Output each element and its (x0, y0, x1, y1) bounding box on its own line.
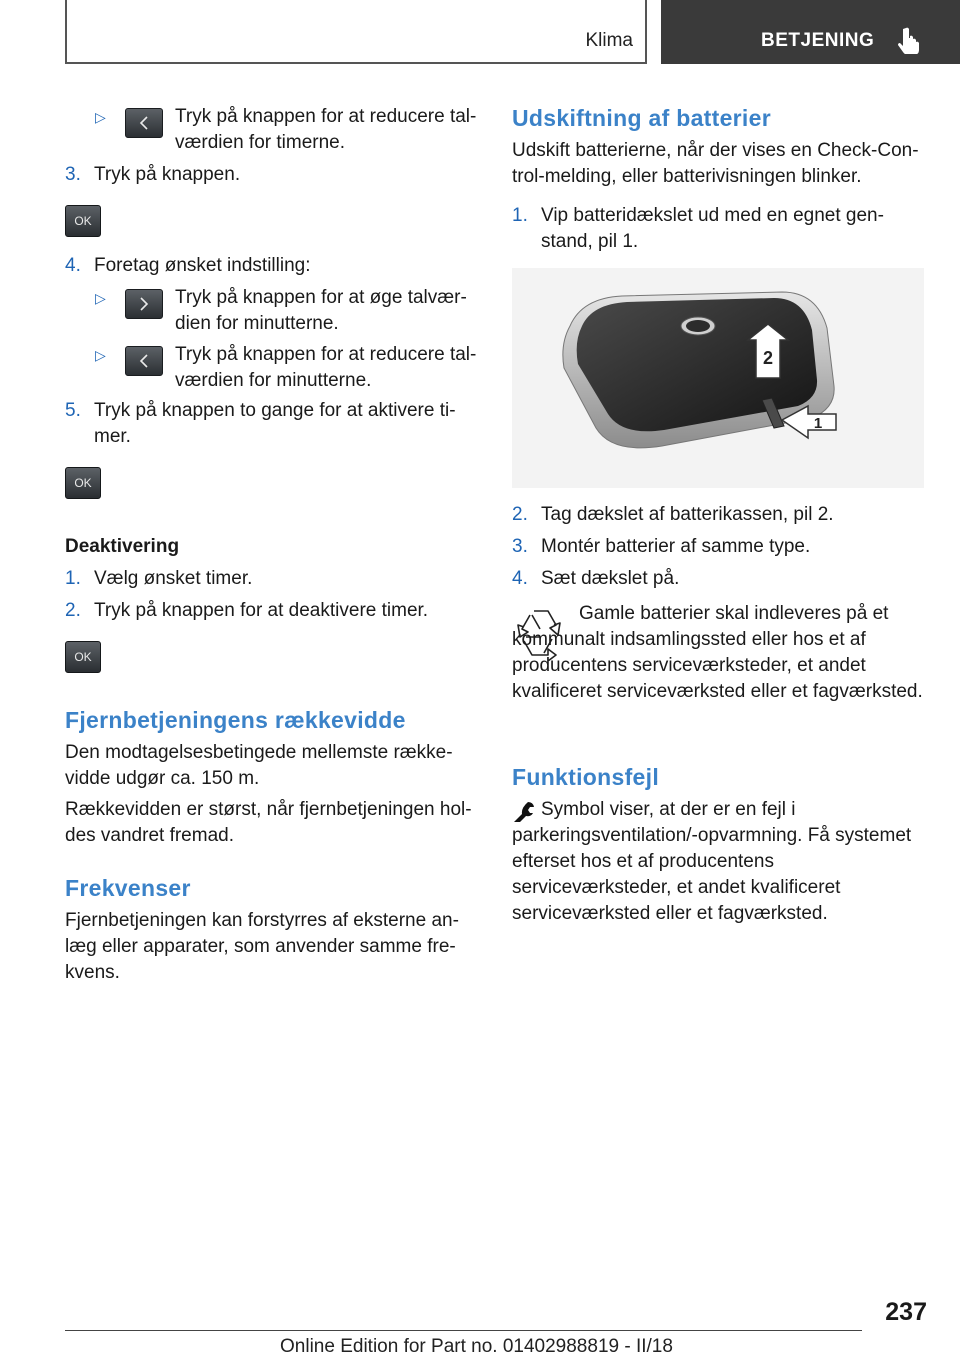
ok-button-icon: OK (65, 641, 101, 673)
arrow-right-button-icon (125, 289, 163, 319)
sub-item-reduce-hours (95, 104, 480, 156)
step-text: Vælg ønsket timer. (94, 568, 253, 589)
recycle-note: Gamle batterier skal indleveres på et kommunalt indsamlingssted eller hos et af producentens serviceværksteder, et andet kvalificeret serviceværksted eller et fagværksted. (512, 603, 923, 702)
battery-intro: Udskift batterierne, når der vises en Check-Control-melding, eller batterivisningen blinker. (512, 140, 919, 187)
bullet-triangle: ▷ (95, 290, 106, 306)
header-chapter-title: Klima (585, 30, 633, 51)
step-number: 4. (65, 255, 81, 276)
step-number: 1. (65, 568, 81, 589)
sub-item-text: Tryk på knappen for at øge talværdien for minutterne. (175, 287, 467, 334)
step-text: Vip batteridækslet ud med en egnet genstand, pil 1. (541, 205, 884, 252)
step-number: 2. (65, 600, 81, 621)
bullet-triangle: ▷ (95, 347, 106, 363)
step-text: Tag dækslet af batterikassen, pil 2. (541, 504, 834, 525)
step-text: Tryk på knappen for at deaktivere timer. (94, 600, 429, 621)
page-number: 237 (885, 1298, 927, 1326)
hand-pointer-icon (897, 26, 923, 54)
step-number: 2. (512, 504, 528, 525)
step-number: 3. (65, 164, 81, 185)
fault-heading: Funktionsfejl (512, 764, 660, 790)
sub-item-increase-minutes (95, 285, 480, 337)
step-text: Tryk på knappen. (94, 164, 241, 185)
car-key-battery-figure (512, 268, 924, 488)
arrow-2-label: 2 (762, 348, 774, 368)
step-text: Tryk på knappen to gange for at aktivere timer. (94, 400, 456, 447)
sub-item-text: Tryk på knappen for at reducere talværdien for minutterne. (175, 344, 477, 391)
deactivation-heading: Deaktivering (65, 536, 180, 557)
arrow-left-button-icon (125, 108, 163, 138)
header-chapter-box (65, 0, 647, 64)
sub-item-reduce-minutes (95, 342, 480, 394)
frequency-heading: Frekvenser (65, 875, 191, 901)
fault-paragraph: Symbol viser, at der er en fejl i parkeringsventilation/-opvarmning. Få systemet efterset hos et af producentens serviceværksteder, et andet kvalificeret serviceværksted eller et fagværksted. (512, 799, 912, 924)
battery-heading: Udskiftning af batterier (512, 105, 771, 131)
arrow-left-button-icon (125, 346, 163, 376)
step-number: 3. (512, 536, 528, 557)
step-number: 1. (512, 205, 528, 226)
footer-edition: Online Edition for Part no. 01402988819 - II/18 (280, 1336, 673, 1357)
range-paragraph-2: Rækkevidden er størst, når fjernbetjeningen holdes vandret fremad. (65, 799, 472, 846)
arrow-1-label: 1 (813, 415, 823, 432)
sub-item-text: Tryk på knappen for at reducere talværdien for timerne. (175, 106, 477, 153)
step-text: Montér batterier af samme type. (541, 536, 811, 557)
step-number: 5. (65, 400, 81, 421)
step-text: Foretag ønsket indstilling: (94, 255, 311, 276)
ok-button-icon: OK (65, 205, 101, 237)
car-key-illustration (512, 268, 924, 488)
range-paragraph-1: Den modtagelsesbetingede mellemste rækkevidde udgør ca. 150 m. (65, 742, 453, 789)
header-section-title: BETJENING (761, 30, 875, 51)
footer-divider (65, 1330, 862, 1331)
frequency-paragraph: Fjernbetjeningen kan forstyrres af eksterne anlæg eller apparater, som anvender samme frekvens. (65, 910, 459, 983)
bullet-triangle: ▷ (95, 109, 106, 125)
ok-button-icon: OK (65, 467, 101, 499)
header-section-box (661, 0, 960, 64)
step-text: Sæt dækslet på. (541, 568, 680, 589)
step-number: 4. (512, 568, 528, 589)
range-heading: Fjernbetjeningens rækkevidde (65, 707, 406, 733)
